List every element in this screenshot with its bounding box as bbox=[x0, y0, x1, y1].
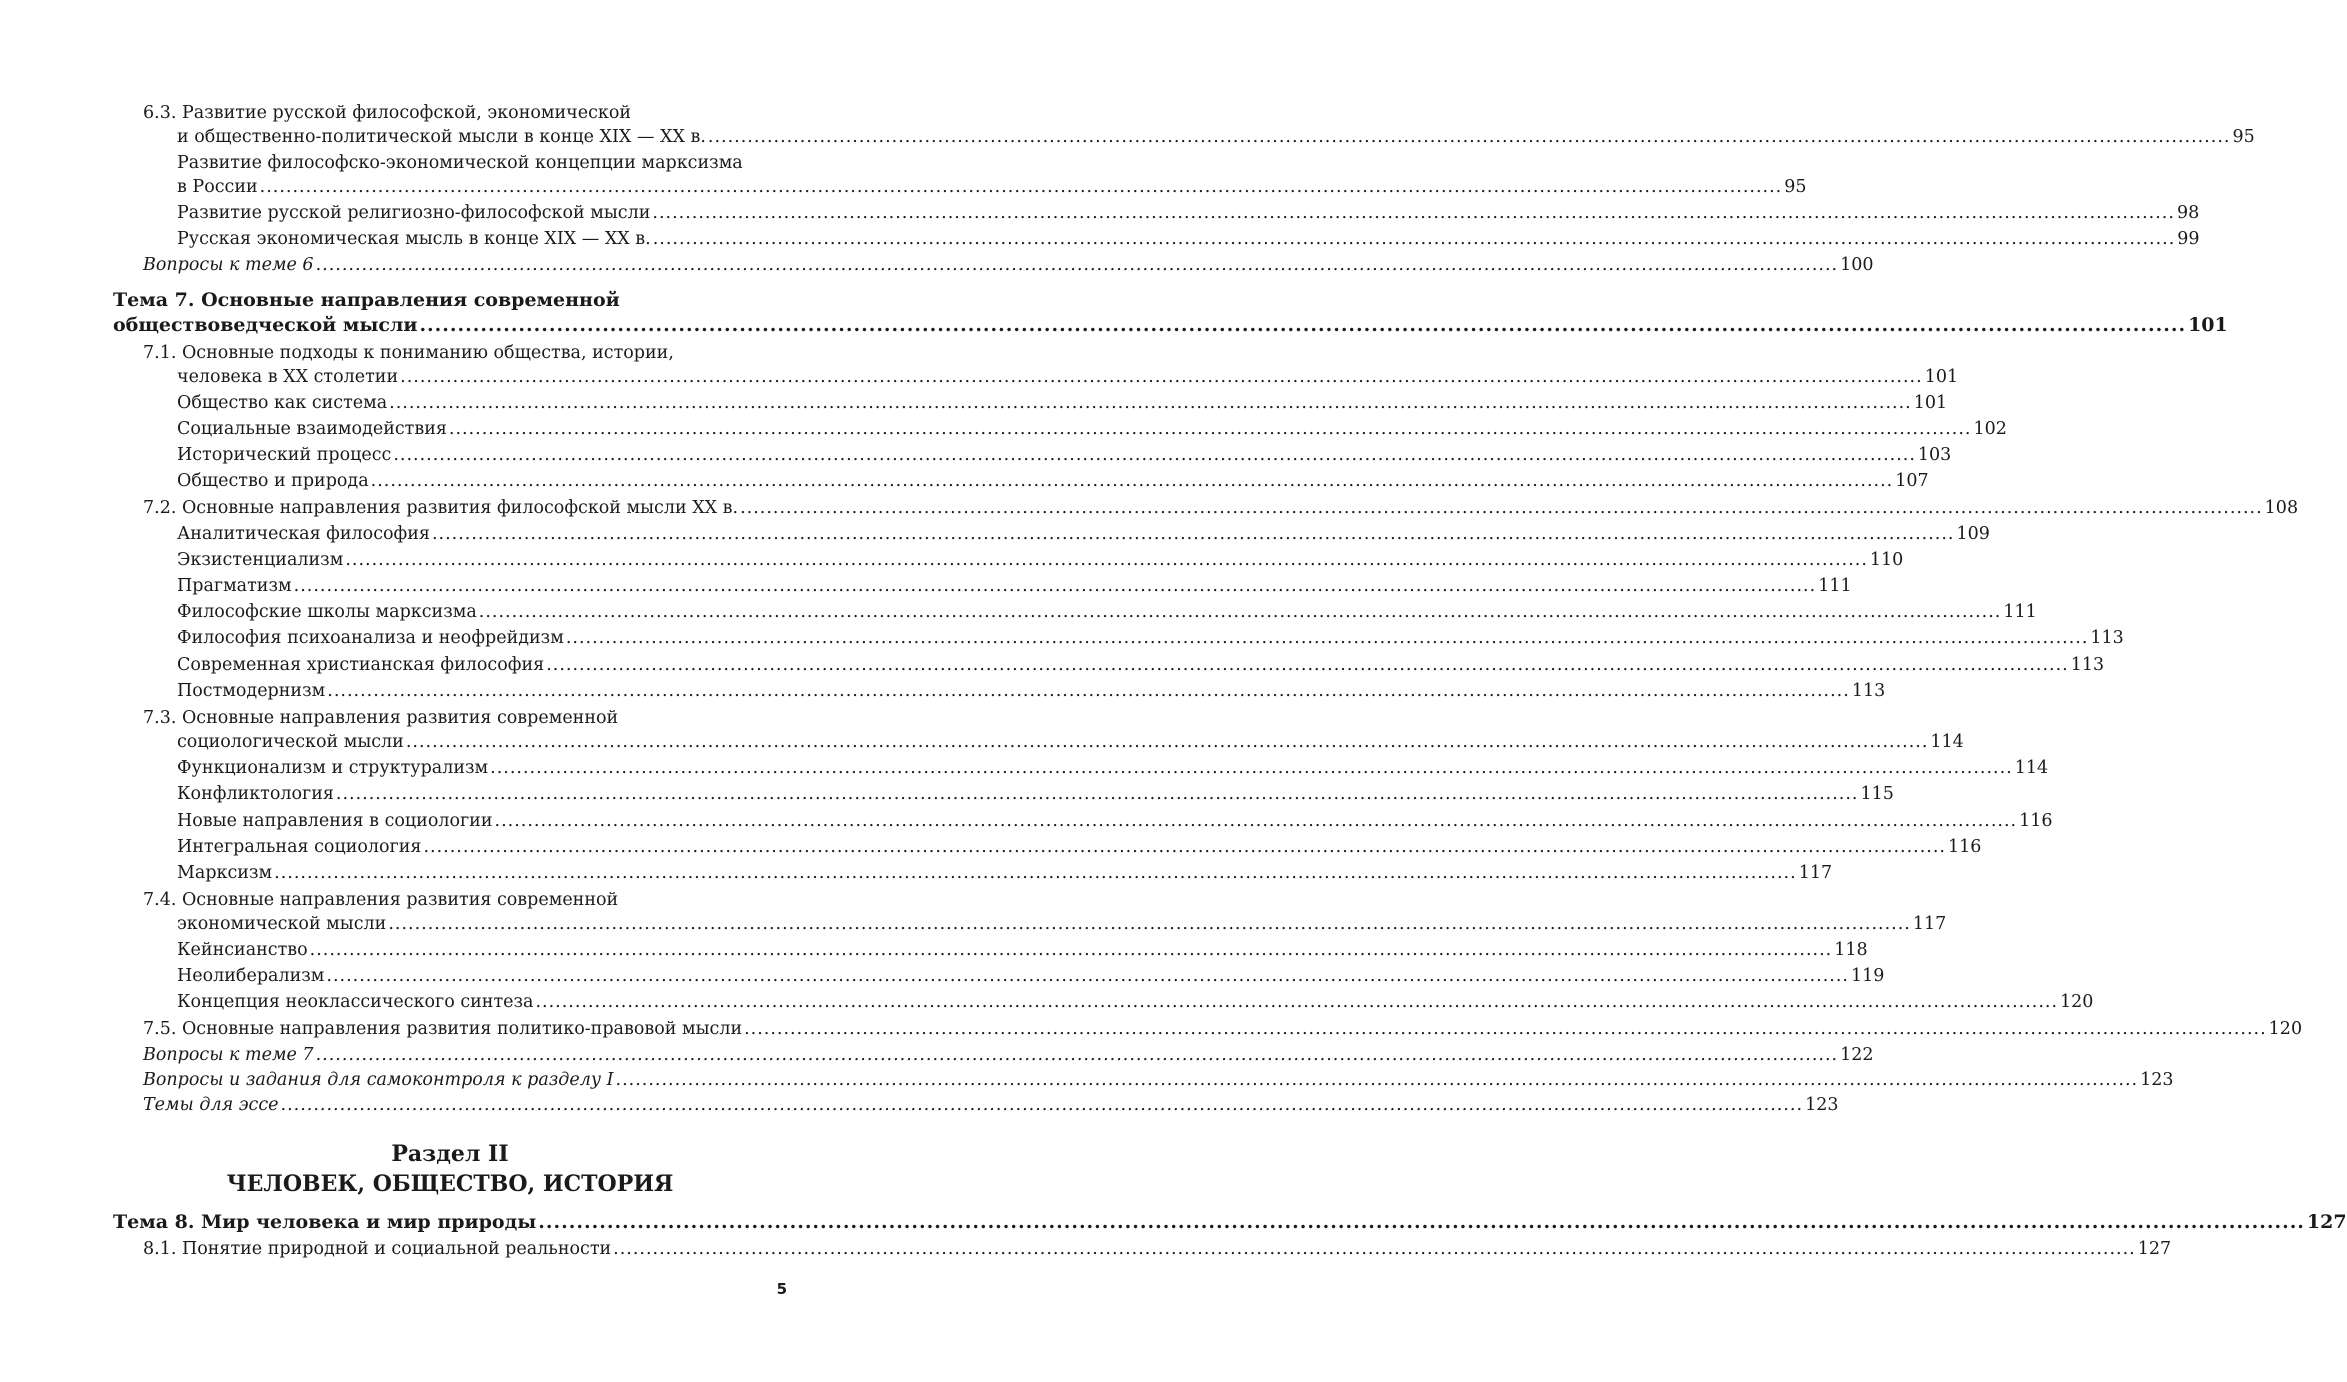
toc-title: и общественно-политической мысли в конце XIX — XX в. bbox=[177, 127, 706, 147]
toc-entry-self-control[interactable]: Вопросы и задания для самоконтроля к разделу I ..... 123 bbox=[143, 1068, 787, 1092]
toc-page: 95 bbox=[2232, 127, 2255, 147]
toc-entry-6-3-a[interactable]: в России ..... 95 bbox=[177, 175, 787, 199]
toc-entry-essay-topics[interactable]: Темы для эссе ..... 123 bbox=[143, 1093, 787, 1117]
toc-entry-6-3-b[interactable]: Развитие русской религиозно-философской мысли ..... 98 bbox=[177, 201, 787, 225]
toc-entry-8-1[interactable]: 8.1. Понятие природной и социальной реальности ..... 127 bbox=[143, 1237, 787, 1261]
toc-entry-7-1-c[interactable]: Исторический процесс ..... 103 bbox=[177, 443, 787, 467]
toc-entry-7-2-d[interactable]: Философские школы марксизма ..... 111 bbox=[177, 600, 787, 624]
toc-entry-7-2-c[interactable]: Прагматизм ..... 111 bbox=[177, 574, 787, 598]
toc-entry-7-1[interactable]: человека в XX столетии ..... 101 bbox=[177, 365, 787, 389]
toc-entry-7-4-a[interactable]: Кейнсианство ..... 118 bbox=[177, 938, 787, 962]
toc-entry-6-3-c[interactable]: Русская экономическая мысль в конце XIX — XX в. ..... 99 bbox=[177, 227, 787, 251]
toc-entry-7-2-b[interactable]: Экзистенциализм ..... 110 bbox=[177, 548, 787, 572]
page-number: 5 bbox=[776, 1280, 787, 1298]
toc-entry-7-1-a[interactable]: Общество как система ..... 101 bbox=[177, 391, 787, 415]
toc-entry-7-4-b[interactable]: Неолиберализм ..... 119 bbox=[177, 964, 787, 988]
toc-7-3-title-line1: 7.3. Основные направления развития современной bbox=[143, 708, 619, 728]
toc-entry-7-1-b[interactable]: Социальные взаимодействия ..... 102 bbox=[177, 417, 787, 441]
toc-entry-topic-7[interactable]: обществоведческой мысли ..... 101 bbox=[113, 313, 787, 337]
toc-entry-7-3[interactable]: социологической мысли ..... 114 bbox=[177, 730, 787, 754]
section-label: Раздел II bbox=[391, 1141, 509, 1167]
toc-entry-7-2-a[interactable]: Аналитическая философия ..... 109 bbox=[177, 522, 787, 546]
toc-entry-7-5[interactable]: 7.5. Основные направления развития политико-правовой мысли ..... 120 bbox=[143, 1017, 787, 1041]
toc-6-3-title-line1: 6.3. Развитие русской философской, экономической bbox=[143, 103, 632, 123]
toc-entry-7-3-e[interactable]: Марксизм ..... 117 bbox=[177, 861, 787, 885]
toc-topic-7-title-line1: Тема 7. Основные направления современной bbox=[113, 289, 620, 311]
toc-entry-7-4[interactable]: экономической мысли ..... 117 bbox=[177, 912, 787, 936]
toc-entry-7-3-d[interactable]: Интегральная социология ..... 116 bbox=[177, 835, 787, 859]
toc-entry-questions-6[interactable]: Вопросы к теме 6 ..... 100 bbox=[143, 253, 787, 277]
toc-entry-7-2[interactable]: 7.2. Основные направления развития философской мысли XX в. ..... 108 bbox=[143, 496, 787, 520]
toc-entry-7-1-d[interactable]: Общество и природа ..... 107 bbox=[177, 469, 787, 493]
toc-entry-7-3-b[interactable]: Конфликтология ..... 115 bbox=[177, 782, 787, 806]
toc-entry-6-3[interactable] bbox=[177, 125, 2255, 149]
toc-entry-7-3-c[interactable]: Новые направления в социологии ..... 116 bbox=[177, 809, 787, 833]
toc-entry-7-2-f[interactable]: Современная христианская философия ..... 113 bbox=[177, 653, 787, 677]
toc-entry-7-3-a[interactable]: Функционализм и структурализм ..... 114 bbox=[177, 756, 787, 780]
toc-7-1-title-line1: 7.1. Основные подходы к пониманию общества, истории, bbox=[143, 343, 674, 363]
toc-entry-7-2-g[interactable]: Постмодернизм ..... 113 bbox=[177, 679, 787, 703]
section-title: ЧЕЛОВЕК, ОБЩЕСТВО, ИСТОРИЯ bbox=[226, 1171, 674, 1197]
toc-7-4-title-line1: 7.4. Основные направления развития современной bbox=[143, 890, 619, 910]
toc-6-3-a-title-line1: Развитие философско-экономической концепции марксизма bbox=[177, 153, 743, 173]
toc-entry-topic-8[interactable]: Тема 8. Мир человека и мир природы ..... 127 bbox=[113, 1210, 787, 1234]
toc-entry-questions-7[interactable]: Вопросы к теме 7 ..... 122 bbox=[143, 1043, 787, 1067]
toc-entry-7-2-e[interactable]: Философия психоанализа и неофрейдизм ..... 113 bbox=[177, 626, 787, 650]
toc-entry-7-4-c[interactable]: Концепция неоклассического синтеза ..... 120 bbox=[177, 990, 787, 1014]
